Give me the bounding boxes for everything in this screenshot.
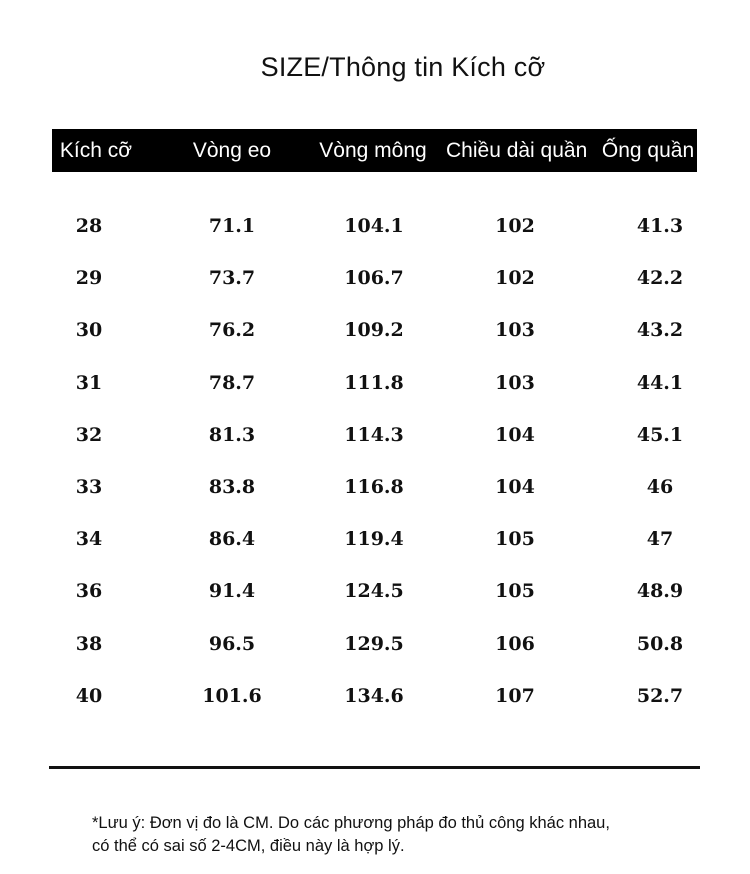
note-line-1: *Lưu ý: Đơn vị đo là CM. Do các phương pháp đo thủ công khác nhau, [92, 814, 610, 832]
table-row [0, 357, 750, 409]
page-title: SIZE/Thông tin Kích cỡ [260, 52, 546, 82]
table-row [0, 200, 750, 252]
column-header-waist: Vòng eo [192, 139, 272, 162]
cell-leg-opening: 47 [646, 528, 674, 551]
table-row [0, 461, 750, 513]
cell-size: 38 [75, 632, 103, 655]
cell-length: 107 [495, 684, 535, 707]
cell-size: 40 [75, 684, 103, 707]
cell-hip: 111.8 [344, 371, 404, 394]
cell-length: 104 [495, 423, 535, 446]
cell-waist: 101.6 [202, 684, 262, 707]
cell-leg-opening: 41.3 [636, 215, 684, 237]
table-row [0, 513, 750, 565]
column-header-leg-opening: Ống quần [601, 139, 695, 162]
table-row [0, 304, 750, 356]
cell-size: 36 [75, 580, 103, 603]
cell-leg-opening: 44.1 [636, 371, 684, 394]
cell-leg-opening: 46 [646, 475, 674, 498]
cell-size: 31 [75, 371, 103, 394]
cell-hip: 109.2 [344, 319, 404, 342]
cell-size: 30 [75, 319, 103, 342]
cell-length: 105 [495, 528, 535, 551]
cell-length: 103 [495, 371, 535, 394]
cell-hip: 116.8 [344, 475, 404, 498]
table-row [0, 252, 750, 304]
cell-hip: 119.4 [344, 528, 404, 551]
table-row [0, 409, 750, 461]
table-row [0, 565, 750, 617]
cell-waist: 83.8 [208, 475, 256, 498]
cell-waist: 71.1 [208, 215, 256, 237]
cell-waist: 86.4 [208, 528, 256, 551]
cell-size: 34 [75, 528, 103, 551]
table-row [0, 670, 750, 722]
cell-waist: 91.4 [208, 580, 256, 603]
cell-hip: 114.3 [344, 423, 404, 446]
cell-length: 102 [495, 267, 535, 290]
cell-size: 29 [75, 267, 103, 290]
cell-length: 105 [495, 580, 535, 603]
cell-leg-opening: 52.7 [636, 684, 684, 707]
cell-length: 104 [495, 475, 535, 498]
column-header-length: Chiều dài quần [446, 139, 588, 162]
cell-waist: 73.7 [208, 267, 256, 290]
cell-leg-opening: 50.8 [636, 632, 684, 655]
column-header-size: Kích cỡ [59, 139, 133, 162]
cell-leg-opening: 45.1 [636, 423, 684, 446]
cell-length: 102 [495, 215, 535, 237]
size-table-body [0, 200, 750, 722]
cell-leg-opening: 42.2 [636, 267, 684, 290]
cell-length: 103 [495, 319, 535, 342]
measurement-note [92, 812, 712, 858]
cell-size: 32 [75, 423, 103, 446]
column-header-hip: Vòng mông [319, 139, 427, 162]
cell-hip: 129.5 [344, 632, 404, 655]
divider-line [49, 766, 700, 769]
note-line-2: có thể có sai số 2-4CM, điều này là hợp lý. [92, 837, 405, 855]
cell-waist: 76.2 [208, 319, 256, 342]
cell-hip: 104.1 [344, 215, 404, 237]
cell-hip: 106.7 [344, 267, 404, 290]
cell-leg-opening: 43.2 [636, 319, 684, 342]
cell-leg-opening: 48.9 [636, 580, 684, 603]
cell-length: 106 [495, 632, 535, 655]
cell-hip: 124.5 [344, 580, 404, 603]
cell-size: 28 [75, 215, 103, 237]
cell-hip: 134.6 [344, 684, 404, 707]
table-header [52, 129, 697, 172]
table-row [0, 618, 750, 670]
cell-waist: 78.7 [208, 371, 256, 394]
cell-size: 33 [75, 475, 103, 498]
cell-waist: 81.3 [208, 423, 256, 446]
cell-waist: 96.5 [208, 632, 256, 655]
